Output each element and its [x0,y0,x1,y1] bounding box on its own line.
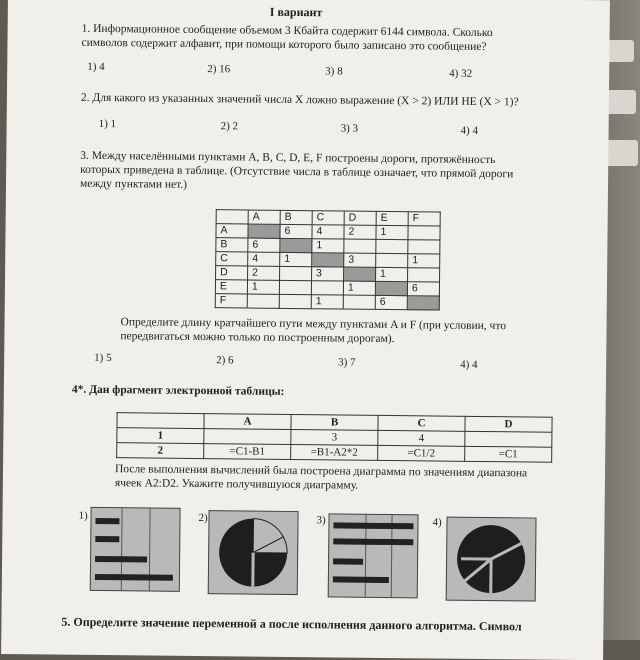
table-cell [344,239,376,253]
q2-option-4: 4) 4 [461,125,479,137]
table-cell: 1 [376,267,408,281]
pie-chart-option-2 [208,510,299,595]
table-cell: 1 [280,252,312,266]
variant-heading: I вариант [270,5,323,20]
table-cell [344,267,376,281]
q3-option-2: 2) 6 [216,354,234,366]
table-cell [204,429,291,445]
table-header-cell: C [312,211,344,225]
chart-bar [95,574,173,581]
spreadsheet-fragment [116,412,552,463]
q3-line-1: 3. Между населёнными пунктами A, B, C, D, E, F построены дороги, протяжённость [80,149,495,167]
table-header-cell: C [378,415,465,431]
table-cell [376,239,408,253]
table-cell: 4 [248,252,280,266]
q2-option-1: 1) 1 [99,118,117,130]
table-cell: =C1-B1 [204,444,291,460]
q3-question-line-2: передвигаться можно только по построенным дорогам). [120,329,394,346]
table-header-cell: D [465,416,552,432]
table-cell: 3 [344,253,376,267]
q1-option-2: 2) 16 [207,63,230,75]
pie-chart-drawing [209,511,298,594]
chart-label-2: 2) [198,512,207,524]
table-cell: 1 [376,225,408,239]
row-header-cell: 2 [117,443,204,459]
q3-option-1: 1) 5 [94,352,112,364]
table-cell [117,413,204,429]
table-cell [375,281,407,295]
row-header-cell: B [216,238,248,252]
q1-line-2: символов содержит алфавит, при помощи которого было записано это сообщение? [81,36,486,54]
table-cell [311,281,343,295]
table-cell [408,226,440,240]
chart-bar [95,536,119,542]
row-header-cell: D [216,266,248,280]
row-header-cell: 1 [117,428,204,444]
q5-text: 5. Определите значение переменной a после исполнения данного алгоритма. Символ [61,615,521,634]
chart-bar [95,518,119,524]
table-cell [343,295,375,309]
chart-label-3: 3) [316,514,325,526]
q4-after-line-2: ячеек A2:D2. Укажите получившуюся диаграмму. [115,476,358,493]
table-header-cell: A [204,414,291,430]
table-cell [408,240,440,254]
horizontal-bar-chart-option-3 [328,513,419,598]
table-cell: 6 [248,238,280,252]
table-cell: 6 [375,295,407,309]
q2-option-3: 3) 3 [341,122,359,134]
chart-bar [333,538,413,545]
q1-option-4: 4) 32 [449,68,472,80]
table-cell [407,296,439,310]
worksheet-page [1,0,610,660]
table-cell: 3 [312,267,344,281]
q3-option-4: 4) 4 [460,359,478,371]
q3-question-line-1: Определите длину кратчайшего пути между пунктами A и F (при условии, что [120,315,506,333]
pie-chart-drawing [447,518,536,601]
horizontal-bar-chart-option-1 [90,507,181,592]
chart-bar [333,522,413,529]
q4-text: 4*. Дан фрагмент электронной таблицы: [72,383,285,399]
table-cell [280,238,312,252]
row-header-cell: F [215,294,247,308]
chart-bar [333,576,389,583]
table-header-cell: A [248,210,280,224]
table-cell: 1 [311,295,343,309]
q3-line-3: между пунктами нет.) [80,177,187,192]
chart-label-1: 1) [78,510,87,522]
row-header-cell: C [216,252,248,266]
q3-option-3: 3) 7 [338,356,356,368]
table-cell: 1 [247,280,279,294]
table-header-cell: E [376,211,408,225]
table-cell [312,253,344,267]
q4-after-line-1: После выполнения вычислений была построена диаграмма по значениям диапазона [115,462,527,480]
table-cell [279,280,311,294]
table-cell: 1 [343,281,375,295]
table-cell: 6 [280,224,312,238]
table-cell: 3 [291,429,378,445]
table-cell: =C1/2 [378,445,465,461]
table-cell: =C1 [465,446,552,462]
table-cell [216,210,248,224]
table-cell [376,253,408,267]
table-cell [248,224,280,238]
q2-text: 2. Для какого из указанных значений числа X ложно выражение (X > 2) ИЛИ НЕ (X > 1)? [81,91,519,110]
table-cell [279,294,311,308]
table-cell: 1 [312,239,344,253]
table-header-cell: D [344,211,376,225]
table-cell: =B1-A2*2 [291,444,378,460]
distance-table [215,209,441,310]
table-header-cell: B [280,210,312,224]
chart-bar [95,556,147,563]
q2-option-2: 2) 2 [221,120,239,132]
q1-line-1: 1. Информационное сообщение объемом 3 Кбайта содержит 6144 символа. Сколько [82,22,493,40]
table-cell: 2 [344,225,376,239]
table-cell: 4 [378,430,465,446]
table-cell [408,268,440,282]
table-row [117,443,552,463]
row-header-cell: E [215,280,247,294]
table-cell: 1 [408,254,440,268]
q1-option-1: 1) 4 [87,61,105,73]
row-header-cell: A [216,224,248,238]
table-row [215,294,439,310]
table-cell [247,294,279,308]
pie-chart-option-4 [446,517,537,602]
table-header-cell: B [291,414,378,430]
chart-label-4: 4) [432,516,441,528]
table-cell: 2 [248,266,280,280]
table-header-cell: F [408,212,440,226]
table-cell: 6 [407,282,439,296]
chart-bar [333,558,363,564]
table-cell: 4 [312,225,344,239]
q3-line-2: которых приведена в таблице. (Отсутствие числа в таблице означает, что прямой дороги [80,163,513,182]
table-cell [280,266,312,280]
q1-option-3: 3) 8 [325,65,343,77]
table-cell [465,431,552,447]
